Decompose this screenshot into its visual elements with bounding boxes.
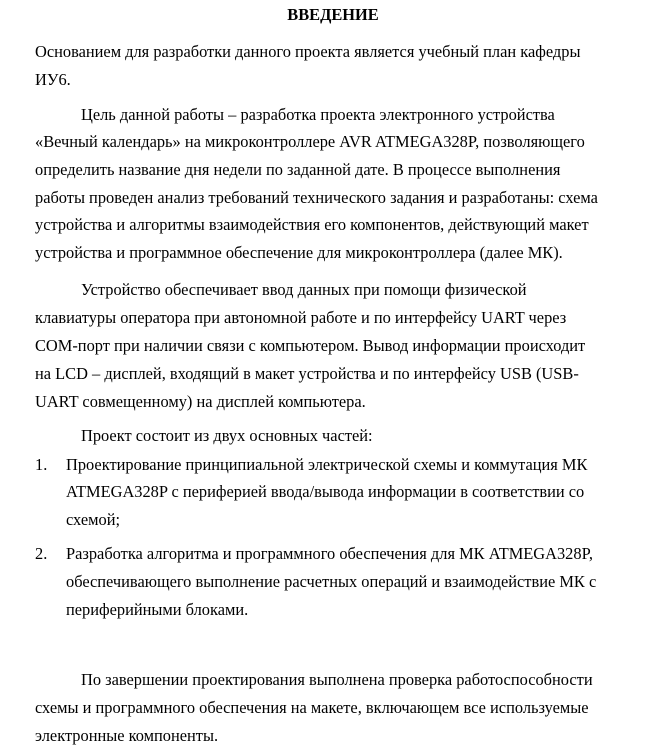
text-line: ATMEGA328P с периферией ввода/вывода информации в соответствии со xyxy=(66,482,585,501)
text-line: ИУ6. xyxy=(35,70,71,89)
text-line: Разработка алгоритма и программного обеспечения для МК ATMEGA328P, xyxy=(66,544,593,563)
text-line: на LCD – дисплей, входящий в макет устройства и по интерфейсу USB (USB- xyxy=(35,364,579,383)
text-line: обеспечивающего выполнение расчетных операций и взаимодействие МК с xyxy=(66,572,597,591)
text-line: клавиатуры оператора при автономной работе и по интерфейсу UART через xyxy=(35,308,567,327)
text-line: схемой; xyxy=(66,510,121,529)
text-line: устройства и программное обеспечение для микроконтроллера (далее МК). xyxy=(35,243,563,262)
text-line: Проект состоит из двух основных частей: xyxy=(81,426,373,445)
text-line: Цель данной работы – разработка проекта электронного устройства xyxy=(81,105,555,124)
list-marker: 1. xyxy=(35,455,48,474)
list-marker: 2. xyxy=(35,544,48,563)
text-line: Проектирование принципиальной электрической схемы и коммутация МК xyxy=(66,455,588,474)
text-line: работы проведен анализ требований технического задания и разработаны: схема xyxy=(35,188,598,207)
text-line: электронные компоненты. xyxy=(35,726,219,745)
text-line: периферийными блоками. xyxy=(66,600,249,619)
page-title: ВВЕДЕНИЕ xyxy=(287,5,379,24)
text-line: определить название дня недели по заданной дате. В процессе выполнения xyxy=(35,160,561,179)
text-line: «Вечный календарь» на микроконтроллере AVR ATMEGA328P, позволяющего xyxy=(35,132,585,151)
text-line: По завершении проектирования выполнена проверка работоспособности xyxy=(81,670,593,689)
text-line: схемы и программного обеспечения на макете, включающем все используемые xyxy=(35,698,589,717)
text-line: COM-порт при наличии связи с компьютером. Вывод информации происходит xyxy=(35,336,586,355)
text-line: UART совмещенному) на дисплей компьютера. xyxy=(35,392,366,411)
text-line: Устройство обеспечивает ввод данных при помощи физической xyxy=(81,280,527,299)
text-line: устройства и алгоритмы взаимодействия его компонентов, действующий макет xyxy=(35,215,589,234)
text-line: Основанием для разработки данного проекта является учебный план кафедры xyxy=(35,42,581,61)
